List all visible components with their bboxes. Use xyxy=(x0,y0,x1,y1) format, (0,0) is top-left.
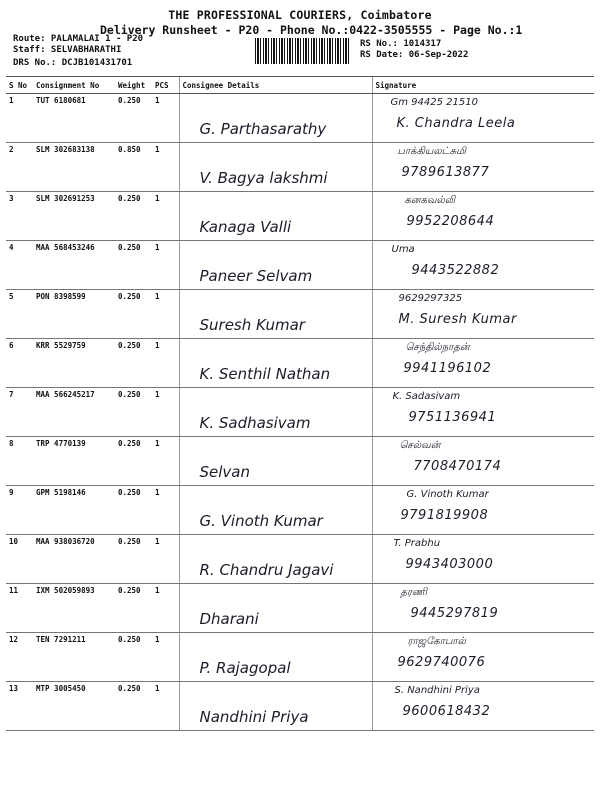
signature-phone: 9629740076 xyxy=(397,655,486,670)
row-pcs: 1 xyxy=(152,290,179,339)
row-consignment-no: MTP 3005450 xyxy=(33,682,115,731)
row-weight: 0.250 xyxy=(115,584,152,633)
row-pcs: 1 xyxy=(152,437,179,486)
signature-text: T. Prabhu xyxy=(393,538,441,549)
signature-phone: 9445297819 xyxy=(410,606,499,621)
row-signature xyxy=(372,94,594,143)
row-signature xyxy=(372,192,594,241)
signature-text: Uma xyxy=(391,244,415,255)
signature-phone: 9600618432 xyxy=(402,704,491,719)
row-weight: 0.250 xyxy=(115,486,152,535)
row-pcs: 1 xyxy=(152,535,179,584)
signature-text: 9629297325 xyxy=(398,293,463,304)
barcode xyxy=(255,38,350,64)
table-row xyxy=(6,94,594,143)
row-pcs: 1 xyxy=(152,339,179,388)
staff-label: Staff: SELVABHARATHI xyxy=(13,45,122,55)
row-sno: 11 xyxy=(6,584,33,633)
row-consignment-no: MAA 568453246 xyxy=(33,241,115,290)
row-pcs: 1 xyxy=(152,633,179,682)
row-signature xyxy=(372,584,594,633)
signature-phone: K. Chandra Leela xyxy=(396,116,516,131)
row-sno: 3 xyxy=(6,192,33,241)
row-pcs: 1 xyxy=(152,388,179,437)
row-weight: 0.250 xyxy=(115,535,152,584)
row-consignee: Dharani xyxy=(179,584,372,633)
signature-text: ராஜகோபால் xyxy=(407,636,466,647)
row-consignee: R. Chandru Jagavi xyxy=(179,535,372,584)
row-signature xyxy=(372,143,594,192)
table-row xyxy=(6,339,594,388)
row-sno: 10 xyxy=(6,535,33,584)
row-weight: 0.250 xyxy=(115,682,152,731)
row-consignment-no: SLM 302683138 xyxy=(33,143,115,192)
signature-phone: 7708470174 xyxy=(413,459,502,474)
row-weight: 0.250 xyxy=(115,241,152,290)
row-weight: 0.250 xyxy=(115,290,152,339)
row-pcs: 1 xyxy=(152,584,179,633)
row-consignee: G. Parthasarathy xyxy=(179,94,372,143)
row-weight: 0.250 xyxy=(115,94,152,143)
signature-text: செல்வன் xyxy=(399,440,441,451)
table-header-row xyxy=(6,77,594,94)
drs-number: DRS No.: DCJB101431701 xyxy=(13,58,133,68)
row-consignee: K. Sadhasivam xyxy=(179,388,372,437)
col-consignment: Consignment No xyxy=(33,77,115,94)
row-consignee: V. Bagya lakshmi xyxy=(179,143,372,192)
signature-phone: 9941196102 xyxy=(403,361,492,376)
row-weight: 0.250 xyxy=(115,633,152,682)
row-sno: 5 xyxy=(6,290,33,339)
row-pcs: 1 xyxy=(152,94,179,143)
row-weight: 0.250 xyxy=(115,437,152,486)
row-signature xyxy=(372,388,594,437)
row-pcs: 1 xyxy=(152,486,179,535)
signature-text: K. Sadasivam xyxy=(392,391,461,402)
table-row xyxy=(6,486,594,535)
table-row xyxy=(6,584,594,633)
row-consignee: Suresh Kumar xyxy=(179,290,372,339)
table-row xyxy=(6,290,594,339)
row-signature xyxy=(372,633,594,682)
row-sno: 4 xyxy=(6,241,33,290)
row-consignment-no: TUT 6180681 xyxy=(33,94,115,143)
row-pcs: 1 xyxy=(152,241,179,290)
row-consignee: P. Rajagopal xyxy=(179,633,372,682)
row-consignment-no: MAA 566245217 xyxy=(33,388,115,437)
row-consignee: Selvan xyxy=(179,437,372,486)
row-sno: 7 xyxy=(6,388,33,437)
signature-text: Gm 94425 21510 xyxy=(390,97,478,108)
row-consignment-no: TEN 7291211 xyxy=(33,633,115,682)
row-consignment-no: KRR 5529759 xyxy=(33,339,115,388)
signature-text: பாக்கியலட்சுமி xyxy=(397,146,466,157)
row-signature xyxy=(372,290,594,339)
row-pcs: 1 xyxy=(152,192,179,241)
col-pcs: PCS xyxy=(152,77,179,94)
col-sno: S No xyxy=(6,77,33,94)
row-consignment-no: PON 8398599 xyxy=(33,290,115,339)
row-consignee: G. Vinoth Kumar xyxy=(179,486,372,535)
row-sno: 13 xyxy=(6,682,33,731)
row-signature xyxy=(372,339,594,388)
row-consignee: Nandhini Priya xyxy=(179,682,372,731)
signature-phone: 9791819908 xyxy=(400,508,489,523)
row-weight: 0.250 xyxy=(115,388,152,437)
row-consignee: K. Senthil Nathan xyxy=(179,339,372,388)
table-row xyxy=(6,633,594,682)
company-title: THE PROFESSIONAL COURIERS, Coimbatore xyxy=(168,8,432,22)
signature-text: தரணி xyxy=(400,587,428,598)
table-row xyxy=(6,192,594,241)
table-row xyxy=(6,388,594,437)
table-row xyxy=(6,143,594,192)
row-pcs: 1 xyxy=(152,682,179,731)
signature-text: செந்தில்நாதன் xyxy=(405,342,470,353)
row-weight: 0.850 xyxy=(115,143,152,192)
row-weight: 0.250 xyxy=(115,339,152,388)
signature-phone: 9943403000 xyxy=(405,557,494,572)
row-sno: 9 xyxy=(6,486,33,535)
signature-phone: 9443522882 xyxy=(411,263,500,278)
row-signature xyxy=(372,486,594,535)
row-consignment-no: GPM 5198146 xyxy=(33,486,115,535)
row-sno: 8 xyxy=(6,437,33,486)
col-signature: Signature xyxy=(372,77,594,94)
row-pcs: 1 xyxy=(152,143,179,192)
route-label: Route: PALAMALAI 1 - P20 xyxy=(13,34,144,44)
row-consignment-no: MAA 938036720 xyxy=(33,535,115,584)
row-signature xyxy=(372,682,594,731)
col-consignee: Consignee Details xyxy=(179,77,372,94)
signature-text: S. Nandhini Priya xyxy=(394,685,480,696)
table-row xyxy=(6,682,594,731)
row-weight: 0.250 xyxy=(115,192,152,241)
row-signature xyxy=(372,437,594,486)
table-row xyxy=(6,535,594,584)
signature-phone: 9952208644 xyxy=(406,214,495,229)
row-consignment-no: TRP 4770139 xyxy=(33,437,115,486)
row-sno: 2 xyxy=(6,143,33,192)
signature-phone: 9789613877 xyxy=(401,165,490,180)
row-consignee: Kanaga Valli xyxy=(179,192,372,241)
rs-date: RS Date: 06-Sep-2022 xyxy=(360,50,469,60)
row-consignee: Paneer Selvam xyxy=(179,241,372,290)
row-sno: 1 xyxy=(6,94,33,143)
signature-text: G. Vinoth Kumar xyxy=(406,489,489,500)
rs-number: RS No.: 1014317 xyxy=(360,39,442,49)
row-sno: 6 xyxy=(6,339,33,388)
runsheet-table xyxy=(6,76,594,731)
row-sno: 12 xyxy=(6,633,33,682)
row-signature xyxy=(372,535,594,584)
signature-phone: M. Suresh Kumar xyxy=(398,312,517,327)
col-weight: Weight xyxy=(115,77,152,94)
row-consignment-no: IXM 502059893 xyxy=(33,584,115,633)
runsheet-subtitle: Delivery Runsheet - P20 - Phone No.:0422-3505555 - Page No.:1 xyxy=(100,23,523,37)
row-consignment-no: SLM 302691253 xyxy=(33,192,115,241)
table-row xyxy=(6,241,594,290)
table-row xyxy=(6,437,594,486)
row-signature xyxy=(372,241,594,290)
signature-phone: 9751136941 xyxy=(408,410,497,425)
signature-text: கனகவல்லி xyxy=(404,195,456,206)
